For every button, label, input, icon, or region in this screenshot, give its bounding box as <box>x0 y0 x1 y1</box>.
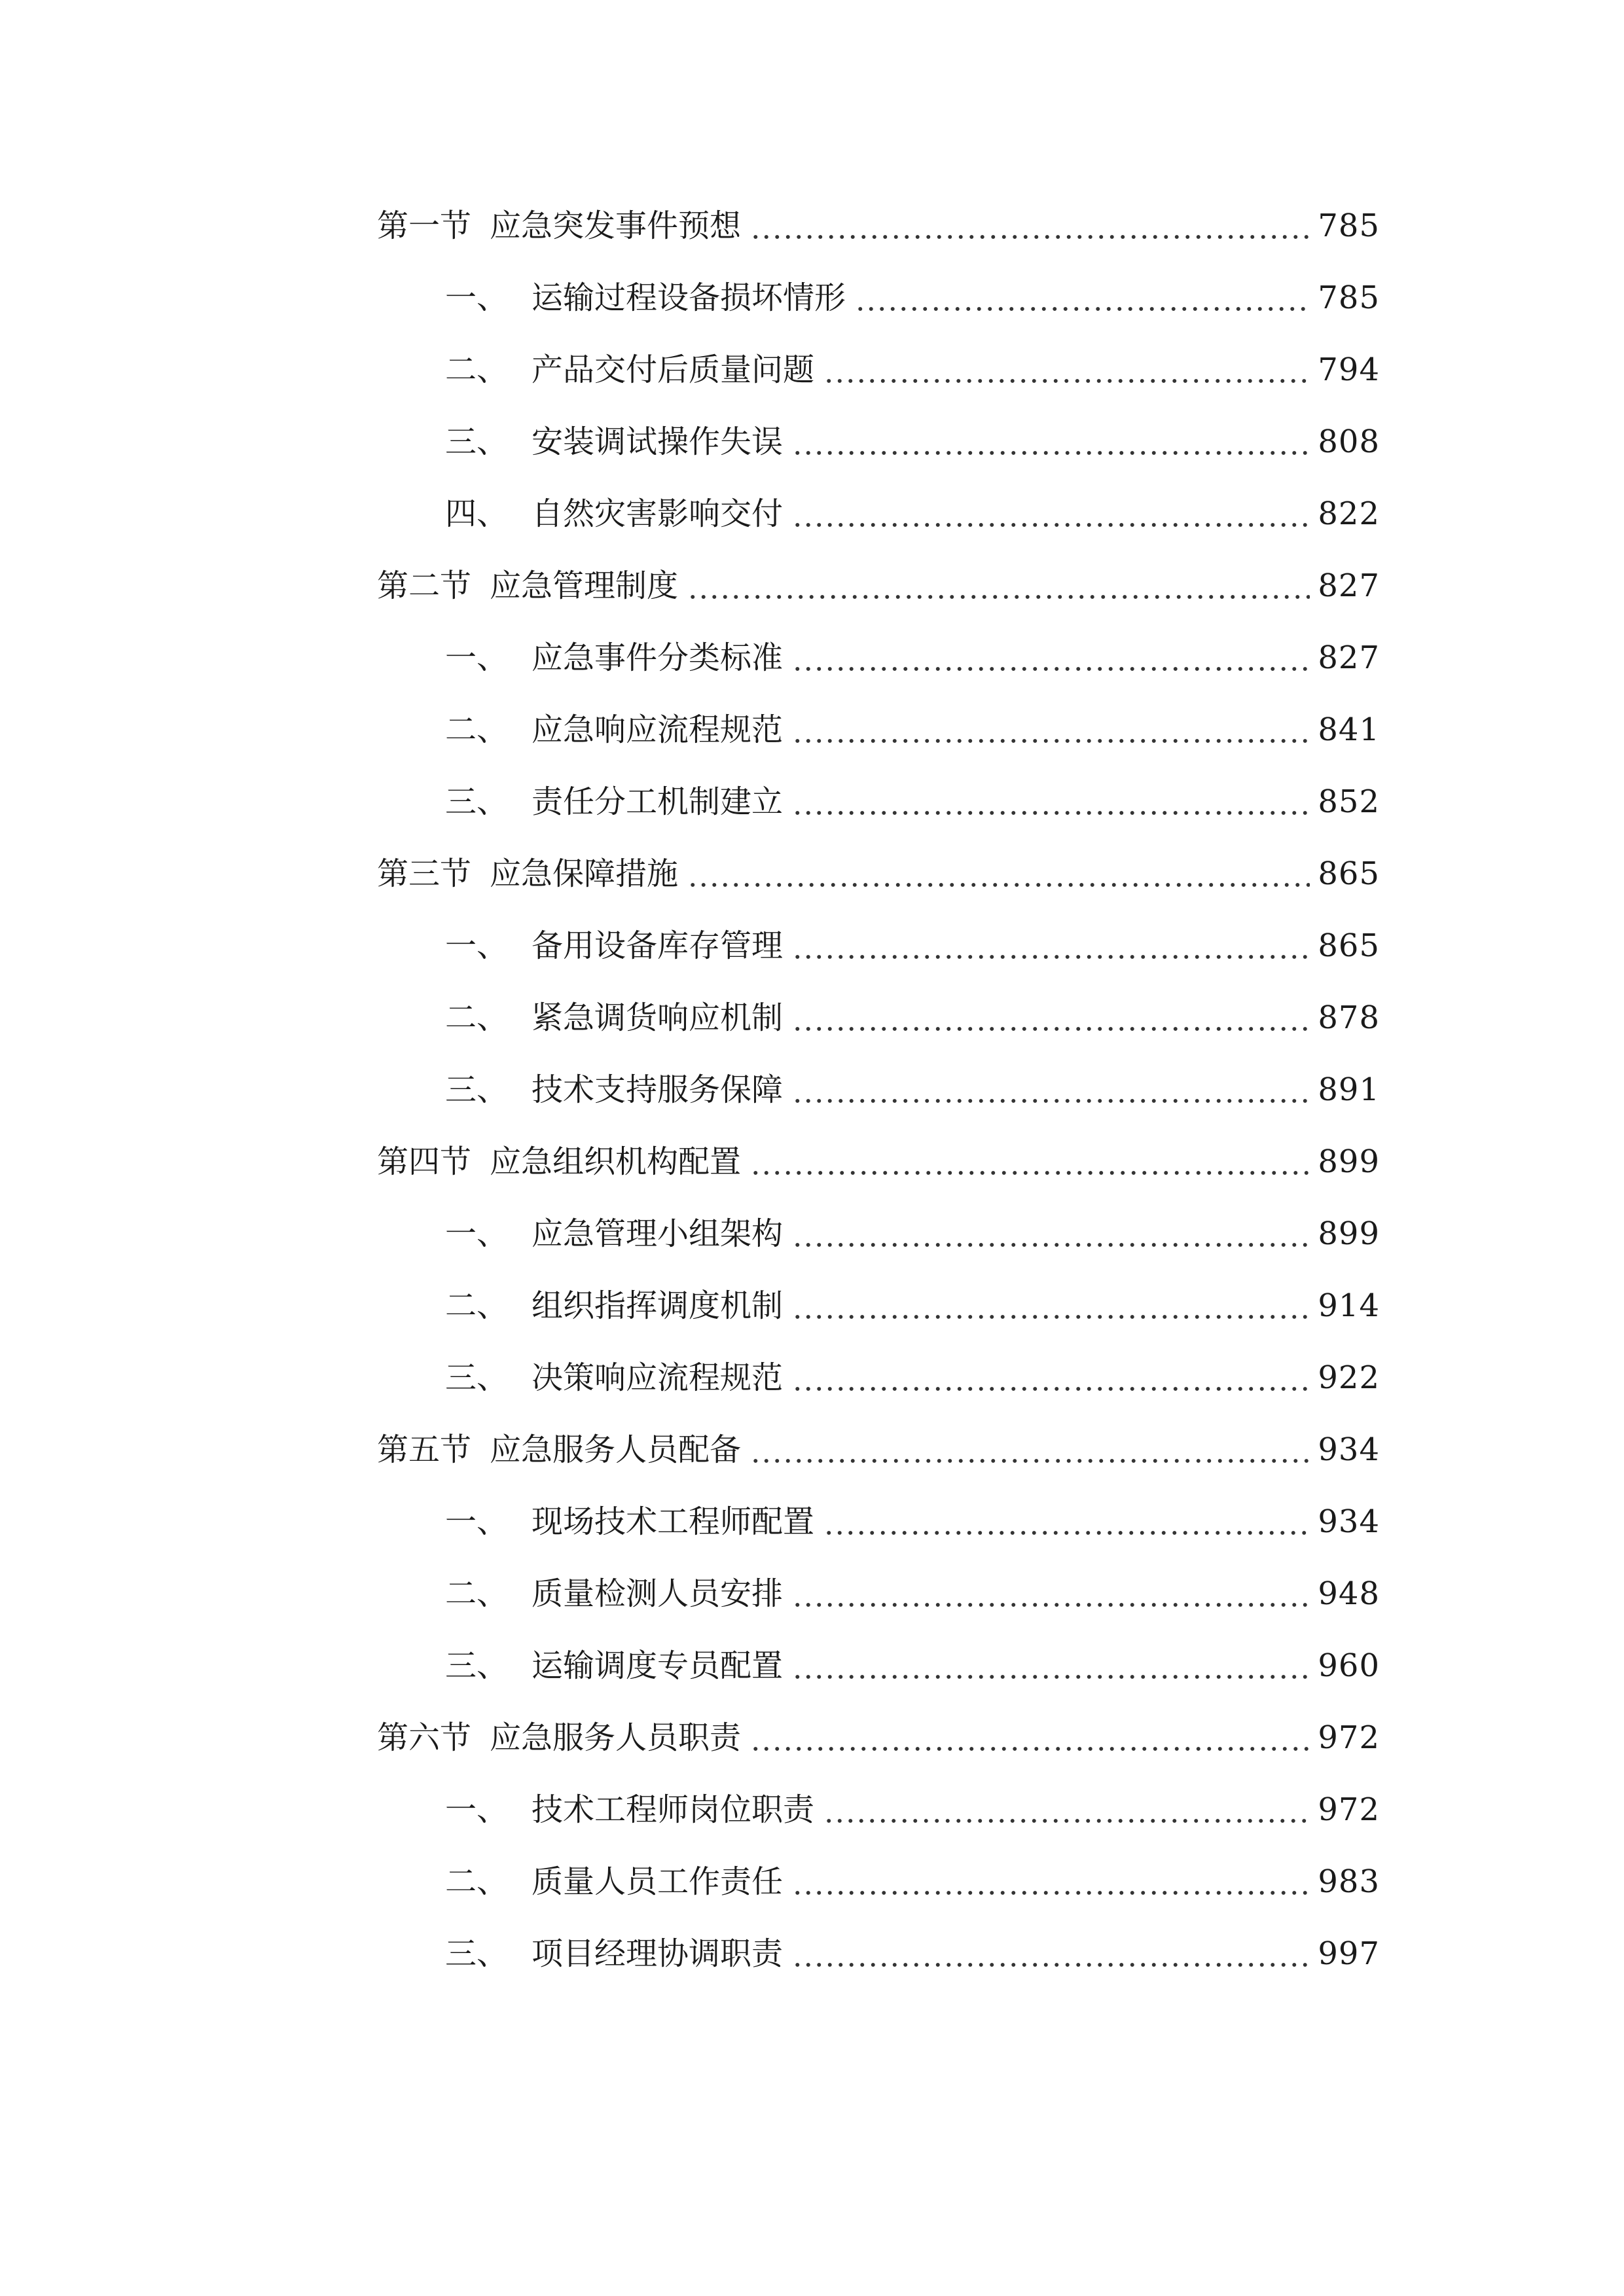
dot-leader <box>792 426 1310 457</box>
dot-leader <box>792 1866 1310 1897</box>
toc-subsection-entry[interactable] <box>377 982 1380 1054</box>
toc-entry-label <box>377 639 784 676</box>
toc-entry-label <box>377 1791 815 1828</box>
toc-entry-label <box>377 1575 784 1612</box>
toc-entry-number: 一、 <box>445 639 509 676</box>
toc-section-entry[interactable] <box>377 190 1380 262</box>
toc-subsection-entry[interactable] <box>377 1630 1380 1702</box>
toc-subsection-entry[interactable] <box>377 910 1380 982</box>
toc-entry-title: 应急管理制度 <box>490 567 679 604</box>
toc-entry-label <box>377 1647 784 1684</box>
dot-leader <box>792 1938 1310 1969</box>
dot-leader <box>750 1146 1310 1177</box>
dot-leader <box>792 1650 1310 1681</box>
toc-entry-page-number: 960 <box>1318 1647 1380 1684</box>
toc-subsection-entry[interactable] <box>377 334 1380 406</box>
toc-entry-number: 第三节 <box>377 855 472 892</box>
dot-leader <box>792 642 1310 673</box>
toc-entry-title: 应急突发事件预想 <box>490 207 742 244</box>
dot-leader <box>792 1002 1310 1033</box>
dot-leader <box>792 1074 1310 1105</box>
toc-entry-page-number: 934 <box>1318 1503 1380 1540</box>
toc-subsection-entry[interactable] <box>377 622 1380 694</box>
toc-entry-label <box>377 423 784 460</box>
toc-subsection-entry[interactable] <box>377 406 1380 478</box>
toc-entry-title: 应急组织机构配置 <box>490 1143 742 1180</box>
dot-leader <box>687 570 1310 601</box>
toc-entry-title: 自然灾害影响交付 <box>532 495 784 532</box>
toc-entry-title: 产品交付后质量问题 <box>532 351 815 388</box>
toc-entry-label <box>377 351 815 388</box>
toc-entry-page-number: 865 <box>1318 855 1380 892</box>
toc-entry-number: 二、 <box>445 711 509 748</box>
toc-entry-number: 一、 <box>445 927 509 964</box>
toc-subsection-entry[interactable] <box>377 1486 1380 1558</box>
toc-entry-page-number: 948 <box>1318 1575 1380 1612</box>
toc-entry-number: 二、 <box>445 1287 509 1324</box>
toc-entry-label <box>377 1359 784 1396</box>
toc-subsection-entry[interactable] <box>377 694 1380 766</box>
toc-section-entry[interactable] <box>377 838 1380 910</box>
toc-entry-number: 三、 <box>445 783 509 820</box>
toc-entry-label <box>377 855 679 892</box>
toc-subsection-entry[interactable] <box>377 1558 1380 1630</box>
toc-entry-label <box>377 1287 784 1324</box>
toc-entry-page-number: 827 <box>1318 639 1380 676</box>
toc-entry-number: 二、 <box>445 351 509 388</box>
toc-entry-title: 应急服务人员职责 <box>490 1719 742 1756</box>
dot-leader <box>792 1362 1310 1393</box>
toc-subsection-entry[interactable] <box>377 1918 1380 1990</box>
toc-entry-label <box>377 783 784 820</box>
dot-leader <box>750 210 1310 242</box>
toc-subsection-entry[interactable] <box>377 1054 1380 1126</box>
dot-leader <box>792 1290 1310 1321</box>
toc-entry-number: 第六节 <box>377 1719 472 1756</box>
toc-entry-label <box>377 1215 784 1252</box>
toc-subsection-entry[interactable] <box>377 1342 1380 1414</box>
toc-entry-page-number: 827 <box>1318 567 1380 604</box>
toc-entry-title: 决策响应流程规范 <box>532 1359 784 1396</box>
toc-subsection-entry[interactable] <box>377 1774 1380 1846</box>
dot-leader <box>855 282 1310 314</box>
toc-entry-title: 应急管理小组架构 <box>532 1215 784 1252</box>
toc-entry-number: 四、 <box>445 495 509 532</box>
toc-entry-title: 应急服务人员配备 <box>490 1431 742 1468</box>
toc-entry-number: 二、 <box>445 999 509 1036</box>
toc-entry-page-number: 822 <box>1318 495 1380 532</box>
toc-entry-page-number: 865 <box>1318 927 1380 964</box>
toc-subsection-entry[interactable] <box>377 478 1380 550</box>
toc-entry-label <box>377 927 784 964</box>
toc-entry-title: 技术工程师岗位职责 <box>532 1791 815 1828</box>
toc-entry-title: 应急保障措施 <box>490 855 679 892</box>
toc-entry-title: 应急事件分类标准 <box>532 639 784 676</box>
toc-entry-label <box>377 1863 784 1900</box>
dot-leader <box>792 498 1310 529</box>
toc-entry-page-number: 841 <box>1318 711 1380 748</box>
toc-entry-title: 项目经理协调职责 <box>532 1935 784 1972</box>
toc-entry-title: 安装调试操作失误 <box>532 423 784 460</box>
toc-entry-page-number: 878 <box>1318 999 1380 1036</box>
toc-entry-title: 运输过程设备损坏情形 <box>532 279 846 316</box>
dot-leader <box>687 858 1310 889</box>
toc-entry-page-number: 808 <box>1318 423 1380 460</box>
toc-entry-title: 质量检测人员安排 <box>532 1575 784 1612</box>
toc-entry-number: 二、 <box>445 1575 509 1612</box>
dot-leader <box>792 1218 1310 1249</box>
dot-leader <box>823 354 1310 386</box>
toc-subsection-entry[interactable] <box>377 766 1380 838</box>
toc-entry-number: 一、 <box>445 1791 509 1828</box>
toc-entry-label <box>377 1143 742 1180</box>
toc-entry-page-number: 983 <box>1318 1863 1380 1900</box>
toc-entry-page-number: 785 <box>1318 207 1380 244</box>
toc-subsection-entry[interactable] <box>377 262 1380 334</box>
toc-subsection-entry[interactable] <box>377 1846 1380 1918</box>
toc-entry-number: 三、 <box>445 1647 509 1684</box>
toc-entry-number: 第五节 <box>377 1431 472 1468</box>
toc-entry-title: 责任分工机制建立 <box>532 783 784 820</box>
toc-entry-title: 技术支持服务保障 <box>532 1071 784 1108</box>
toc-entry-page-number: 972 <box>1318 1719 1380 1756</box>
dot-leader <box>792 930 1310 961</box>
toc-section-entry[interactable] <box>377 1414 1380 1486</box>
toc-entry-page-number: 891 <box>1318 1071 1380 1108</box>
toc-entry-title: 质量人员工作责任 <box>532 1863 784 1900</box>
toc-entry-title: 紧急调货响应机制 <box>532 999 784 1036</box>
toc-entry-page-number: 899 <box>1318 1215 1380 1252</box>
toc-entry-label <box>377 1503 815 1540</box>
toc-entry-title: 组织指挥调度机制 <box>532 1287 784 1324</box>
toc-entry-number: 第四节 <box>377 1143 472 1180</box>
toc-entry-page-number: 972 <box>1318 1791 1380 1828</box>
dot-leader <box>823 1794 1310 1825</box>
toc-entry-label <box>377 1935 784 1972</box>
toc-entry-number: 一、 <box>445 279 509 316</box>
toc-entry-title: 运输调度专员配置 <box>532 1647 784 1684</box>
toc-entry-page-number: 785 <box>1318 279 1380 316</box>
dot-leader <box>792 714 1310 745</box>
dot-leader <box>750 1722 1310 1753</box>
toc-entry-page-number: 997 <box>1318 1935 1380 1972</box>
toc-entry-number: 三、 <box>445 1359 509 1396</box>
toc-entry-number: 三、 <box>445 1071 509 1108</box>
toc-entry-number: 三、 <box>445 423 509 460</box>
toc-entry-number: 三、 <box>445 1935 509 1972</box>
toc-entry-title: 备用设备库存管理 <box>532 927 784 964</box>
toc-entry-page-number: 852 <box>1318 783 1380 820</box>
toc-section-entry[interactable] <box>377 550 1380 622</box>
toc-entry-number: 第一节 <box>377 207 472 244</box>
toc-entry-page-number: 922 <box>1318 1359 1380 1396</box>
toc-entry-number: 第二节 <box>377 567 472 604</box>
toc-entry-page-number: 899 <box>1318 1143 1380 1180</box>
toc-subsection-entry[interactable] <box>377 1198 1380 1270</box>
toc-entry-page-number: 794 <box>1318 351 1380 388</box>
toc-entry-label <box>377 567 679 604</box>
dot-leader <box>792 1578 1310 1609</box>
toc-entry-number: 二、 <box>445 1863 509 1900</box>
toc-section-entry[interactable] <box>377 1702 1380 1774</box>
toc-entry-label <box>377 1431 742 1468</box>
toc-entry-label <box>377 279 846 316</box>
toc-entry-title: 现场技术工程师配置 <box>532 1503 815 1540</box>
toc-entry-title: 应急响应流程规范 <box>532 711 784 748</box>
toc-entry-page-number: 914 <box>1318 1287 1380 1324</box>
toc-subsection-entry[interactable] <box>377 1270 1380 1342</box>
toc-entry-label <box>377 999 784 1036</box>
toc-entry-label <box>377 207 742 244</box>
toc-entry-label <box>377 495 784 532</box>
toc-entry-number: 一、 <box>445 1503 509 1540</box>
toc-entry-label <box>377 1071 784 1108</box>
dot-leader <box>792 786 1310 817</box>
table-of-contents <box>377 190 1380 1990</box>
dot-leader <box>750 1434 1310 1465</box>
toc-entry-number: 一、 <box>445 1215 509 1252</box>
toc-entry-label <box>377 711 784 748</box>
toc-entry-label <box>377 1719 742 1756</box>
dot-leader <box>823 1506 1310 1537</box>
toc-entry-page-number: 934 <box>1318 1431 1380 1468</box>
toc-section-entry[interactable] <box>377 1126 1380 1198</box>
